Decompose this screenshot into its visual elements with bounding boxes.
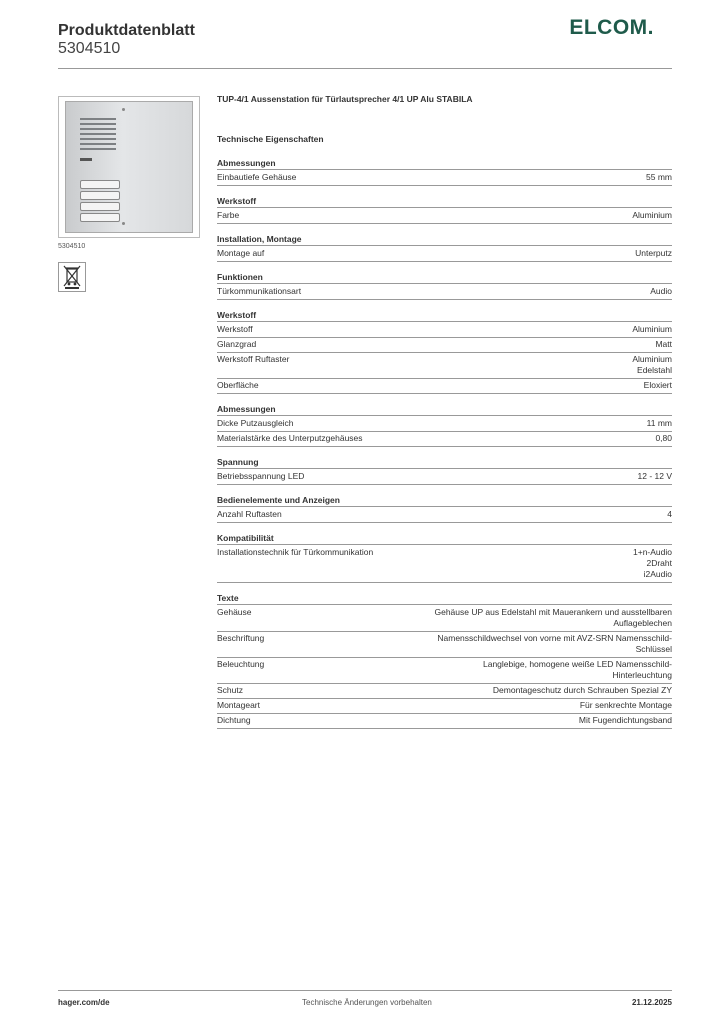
property-row xyxy=(217,247,672,262)
footer-divider xyxy=(58,990,672,991)
property-label: Beschriftung xyxy=(217,633,265,643)
property-row xyxy=(217,323,672,338)
property-value: 12 - 12 V xyxy=(637,471,672,481)
property-label: Oberfläche xyxy=(217,380,259,390)
property-value: Aluminium xyxy=(632,210,672,220)
property-group xyxy=(217,457,672,485)
property-label: Dichtung xyxy=(217,715,251,725)
property-label: Farbe xyxy=(217,210,240,220)
property-value: Unterputz xyxy=(635,248,672,258)
header-divider xyxy=(58,68,672,69)
footer-notice: Technische Änderungen vorbehalten xyxy=(302,998,432,1007)
door-station-panel xyxy=(65,101,193,233)
property-value: 4 xyxy=(667,509,672,519)
property-label: Schutz xyxy=(217,685,243,695)
property-value: Eloxiert xyxy=(643,380,672,390)
product-image xyxy=(58,96,200,238)
property-group xyxy=(217,272,672,300)
group-title: Abmessungen xyxy=(217,158,672,170)
section-title: Technische Eigenschaften xyxy=(217,134,324,144)
property-row xyxy=(217,417,672,432)
group-title: Kompatibilität xyxy=(217,533,672,545)
property-group xyxy=(217,310,672,394)
call-button-2 xyxy=(80,191,120,200)
property-value: Aluminium Edelstahl xyxy=(632,354,672,375)
property-row xyxy=(217,658,672,684)
property-value: Langlebige, homogene weiße LED Namensschild- Hinterleuchtung xyxy=(483,659,672,680)
call-button-4 xyxy=(80,213,120,222)
property-row xyxy=(217,684,672,699)
property-group xyxy=(217,196,672,224)
call-button-3 xyxy=(80,202,120,211)
product-details xyxy=(217,94,672,739)
property-value: 55 mm xyxy=(646,172,672,182)
property-label: Dicke Putzausgleich xyxy=(217,418,294,428)
call-button-1 xyxy=(80,180,120,189)
group-title: Werkstoff xyxy=(217,310,672,322)
property-group xyxy=(217,234,672,262)
property-value: 11 mm xyxy=(646,418,672,428)
property-value: Namensschildwechsel von vorne mit AVZ-SRN Namensschild- Schlüssel xyxy=(437,633,672,654)
property-label: Anzahl Ruftasten xyxy=(217,509,282,519)
screw-icon xyxy=(122,222,125,225)
property-row xyxy=(217,699,672,714)
property-groups xyxy=(217,158,672,583)
property-row xyxy=(217,353,672,379)
property-row xyxy=(217,632,672,658)
property-label: Werkstoff Ruftaster xyxy=(217,354,290,364)
property-value: Audio xyxy=(650,286,672,296)
article-number: 5304510 xyxy=(58,40,121,57)
property-value: 1+n-Audio 2Draht i2Audio xyxy=(633,547,672,579)
property-group xyxy=(217,533,672,583)
property-row xyxy=(217,379,672,394)
property-value: Gehäuse UP aus Edelstahl mit Mauerankern und ausstellbaren Auflageblechen xyxy=(434,607,672,628)
property-row xyxy=(217,606,672,632)
property-row xyxy=(217,209,672,224)
property-label: Betriebsspannung LED xyxy=(217,471,305,481)
group-title: Spannung xyxy=(217,457,672,469)
property-label: Einbautiefe Gehäuse xyxy=(217,172,297,182)
property-label: Montage auf xyxy=(217,248,265,258)
property-group xyxy=(217,404,672,447)
property-row xyxy=(217,470,672,485)
property-label: Materialstärke des Unterputzgehäuses xyxy=(217,433,363,443)
property-row xyxy=(217,171,672,186)
property-label: Werkstoff xyxy=(217,324,253,334)
property-label: Türkommunikationsart xyxy=(217,286,302,296)
footer-website[interactable]: hager.com/de xyxy=(58,998,110,1007)
property-row xyxy=(217,338,672,353)
group-title: Werkstoff xyxy=(217,196,672,208)
property-group xyxy=(217,158,672,186)
property-label: Beleuchtung xyxy=(217,659,265,669)
property-label: Glanzgrad xyxy=(217,339,257,349)
property-value: Für senkrechte Montage xyxy=(579,700,672,710)
property-label: Montageart xyxy=(217,700,260,710)
property-value: Demontageschutz durch Schrauben Spezial ZY xyxy=(492,685,672,695)
group-title: Funktionen xyxy=(217,272,672,284)
property-row xyxy=(217,714,672,729)
property-row xyxy=(217,508,672,523)
speaker-grille xyxy=(80,118,116,152)
screw-icon xyxy=(122,108,125,111)
brand-logo: ELCOM. xyxy=(569,16,654,39)
property-value: Matt xyxy=(655,339,672,349)
microphone-slot xyxy=(80,158,92,161)
texte-group xyxy=(217,593,672,729)
property-value: 0,80 xyxy=(655,433,672,443)
page-title: Produktdatenblatt xyxy=(58,22,195,39)
property-group xyxy=(217,495,672,523)
property-value: Mit Fugendichtungsband xyxy=(578,715,672,725)
property-row xyxy=(217,546,672,583)
group-title: Texte xyxy=(217,593,672,605)
property-row xyxy=(217,432,672,447)
property-row xyxy=(217,285,672,300)
footer-date: 21.12.2025 xyxy=(631,998,672,1007)
property-label: Gehäuse xyxy=(217,607,252,617)
product-title: TUP-4/1 Aussenstation für Türlautsprecher 4/1 UP Alu STABILA xyxy=(217,94,473,104)
group-title: Installation, Montage xyxy=(217,234,672,246)
group-title: Bedienelemente und Anzeigen xyxy=(217,495,672,507)
group-title: Abmessungen xyxy=(217,404,672,416)
property-value: Aluminium xyxy=(632,324,672,334)
image-caption: 5304510 xyxy=(58,243,86,250)
weee-icon xyxy=(58,262,86,292)
property-label: Installationstechnik für Türkommunikation xyxy=(217,547,374,557)
